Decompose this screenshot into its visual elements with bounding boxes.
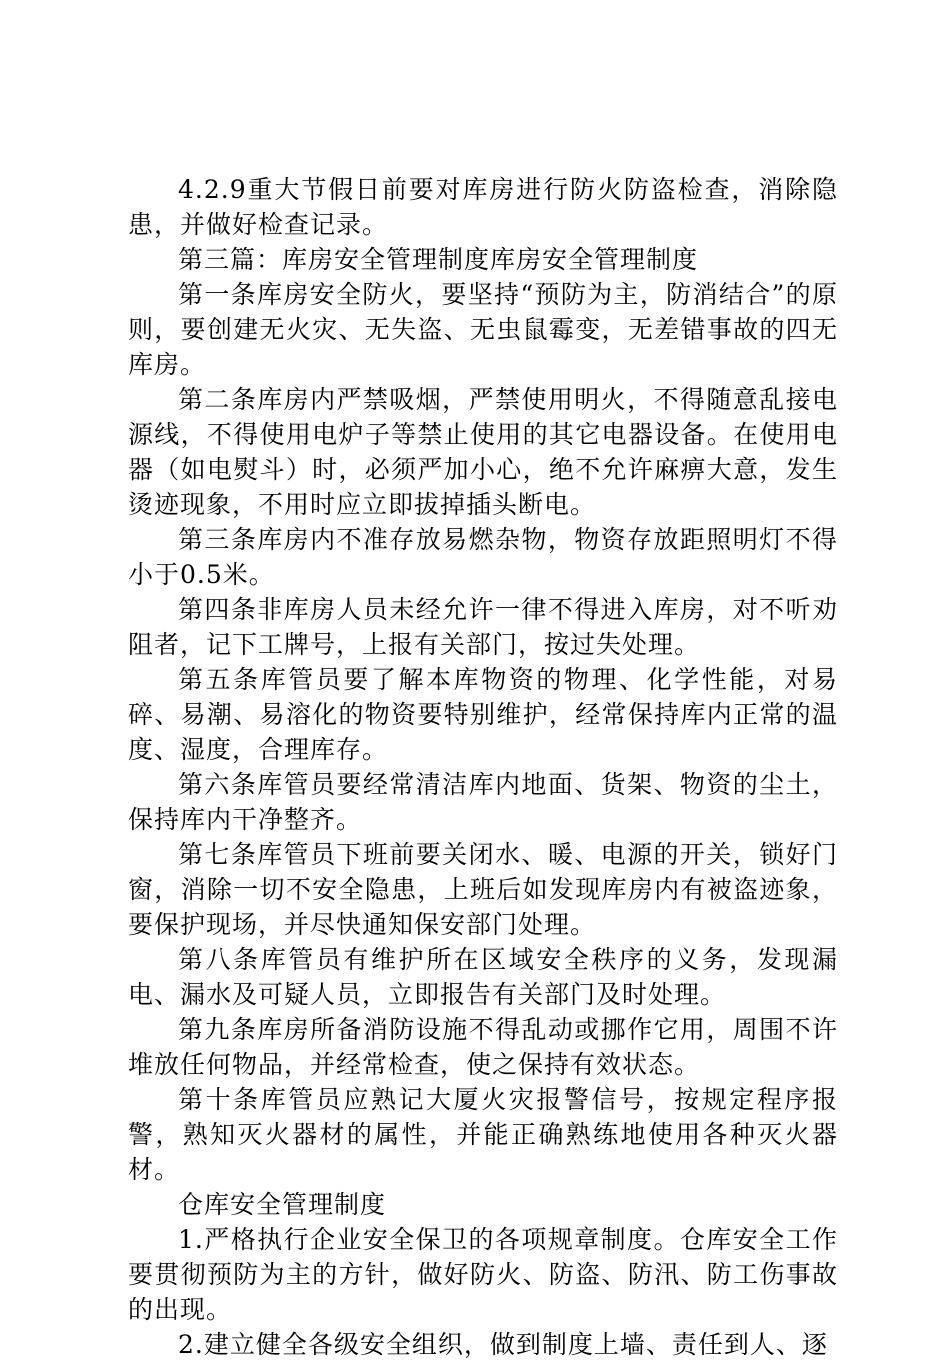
article-6: 第六条库管员要经常清洁库内地面、货架、物资的尘土，保持库内干净整齐。 (128, 770, 838, 834)
article-2: 第二条库房内严禁吸烟，严禁使用明火，不得随意乱接电源线，不得使用电炉子等禁止使用的其它电器设备。在使用电器（如电熨斗）时，必须严加小心，绝不允许麻痹大意，发生烫迹现象，不用时应立即拔掉插头断电。 (128, 385, 838, 519)
article-7: 第七条库管员下班前要关闭水、暖、电源的开关，锁好门窗，消除一切不安全隐患，上班后如发现库房内有被盗迹象，要保护现场，并尽快通知保安部门处理。 (128, 840, 838, 939)
paragraph-holiday-inspection: 4.2.9重大节假日前要对库房进行防火防盗检查，消除隐患，并做好检查记录。 (128, 175, 838, 239)
article-5: 第五条库管员要了解本库物资的物理、化学性能，对易碎、易潮、易溶化的物资要特别维护，经常保持库内正常的温度、湿度，合理库存。 (128, 665, 838, 764)
article-4: 第四条非库房人员未经允许一律不得进入库房，对不听劝阻者，记下工牌号，上报有关部门，按过失处理。 (128, 595, 838, 659)
article-3: 第三条库房内不准存放易燃杂物，物资存放距照明灯不得小于0.5米。 (128, 525, 838, 589)
rule-1: 1.严格执行企业安全保卫的各项规章制度。仓库安全工作要贯彻预防为主的方针，做好防火、防盗、防汛、防工伤事故的出现。 (128, 1225, 838, 1324)
section-heading-warehouse-safety: 第三篇：库房安全管理制度库房安全管理制度 (178, 245, 699, 274)
article-9: 第九条库房所备消防设施不得乱动或挪作它用，周围不许堆放任何物品，并经常检查，使之保持有效状态。 (128, 1015, 838, 1079)
article-1: 第一条库房安全防火，要坚持“预防为主，防消结合”的原则，要创建无火灾、无失盗、无虫鼠霉变，无差错事故的四无库房。 (128, 280, 838, 379)
section-heading-storehouse-safety: 仓库安全管理制度 (178, 1190, 387, 1219)
rule-2: 2.建立健全各级安全组织，做到制度上墙、责任到人、逐 (178, 1330, 828, 1359)
document-body (128, 172, 838, 1362)
article-8: 第八条库管员有维护所在区域安全秩序的义务，发现漏电、漏水及可疑人员，立即报告有关部门及时处理。 (128, 945, 838, 1009)
article-10: 第十条库管员应熟记大厦火灾报警信号，按规定程序报警，熟知灭火器材的属性，并能正确熟练地使用各种灭火器材。 (128, 1085, 838, 1184)
